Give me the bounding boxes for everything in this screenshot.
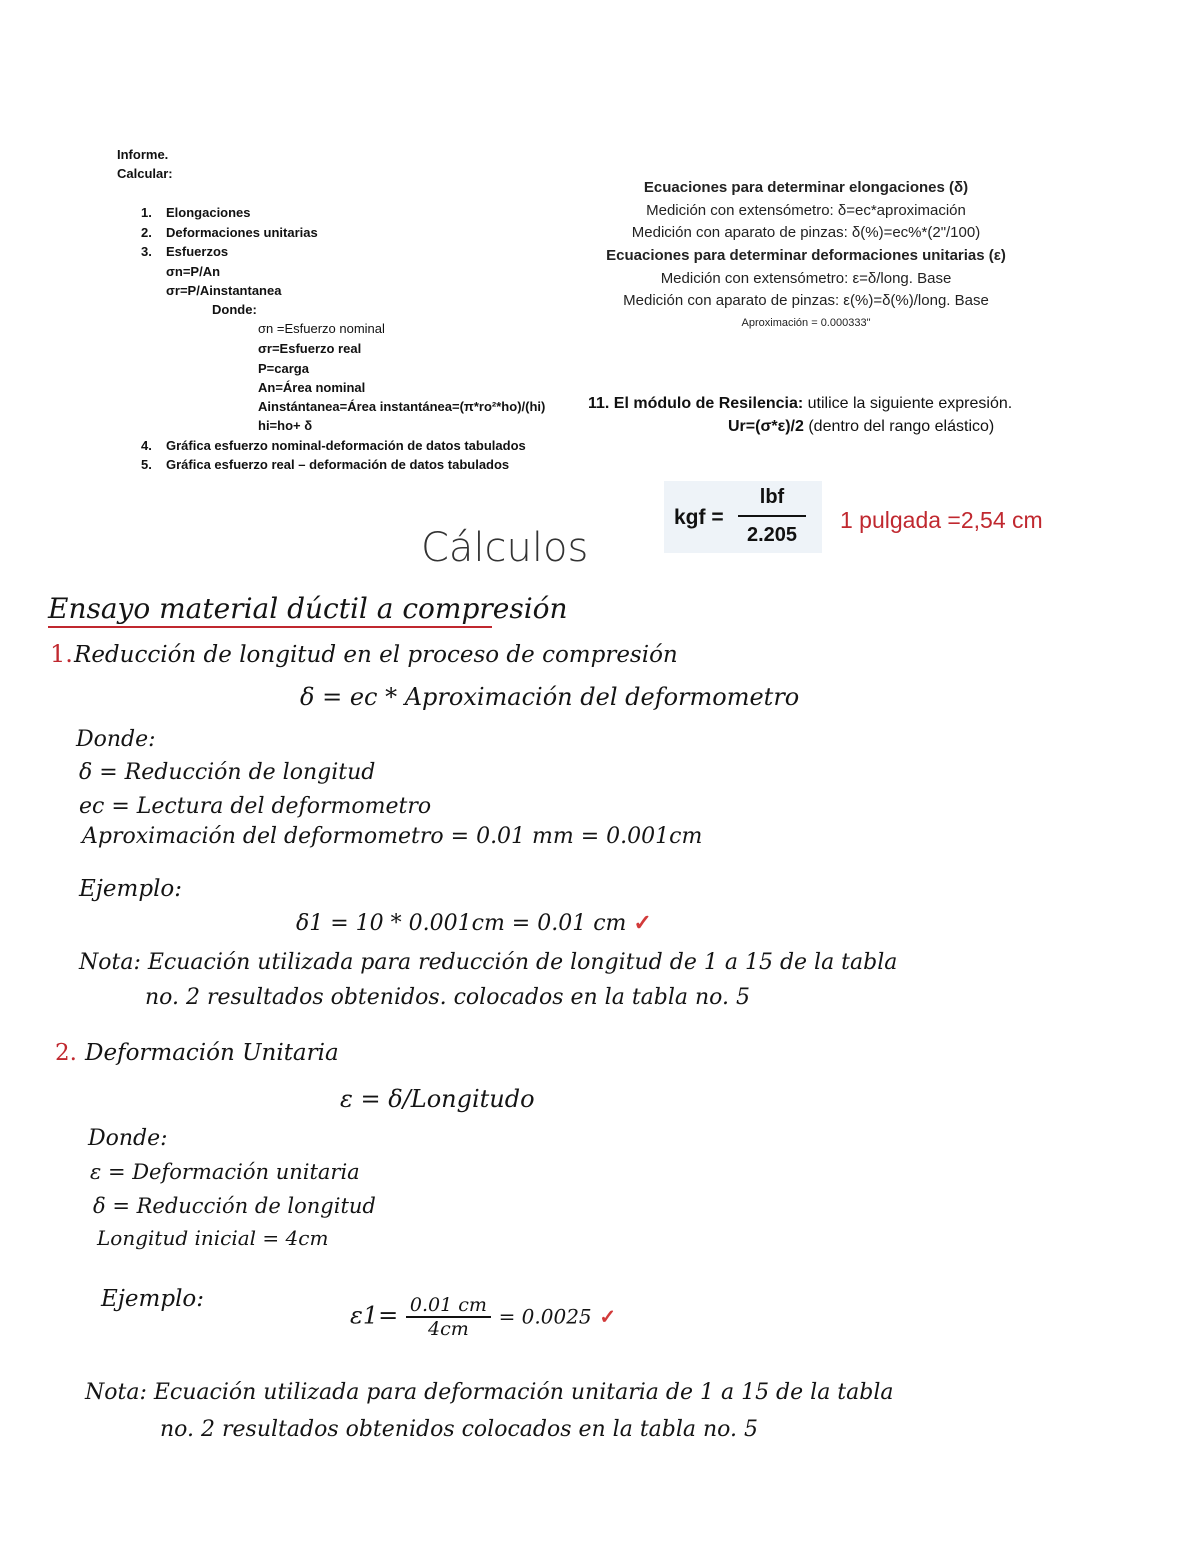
def-carga: P=carga xyxy=(258,361,309,376)
section-1-title: Reducción de longitud en el proceso de compresión xyxy=(74,642,678,668)
calcular-label: Calcular: xyxy=(117,166,173,181)
resilencia-formula: Ur=(σ*ε)/2 xyxy=(728,418,804,435)
section-1-def-delta: δ = Reducción de longitud xyxy=(79,760,376,785)
equations-elongation-title: Ecuaciones para determinar elongaciones (δ) xyxy=(643,179,969,196)
section-2-fraction xyxy=(406,1294,491,1340)
aproximacion-note: Aproximación = 0.000333" xyxy=(741,317,871,329)
list-number-5: 5. xyxy=(141,457,152,472)
formula-sigma-real: σr=P/Ainstantanea xyxy=(166,283,282,298)
pulgada-conversion: 1 pulgada =2,54 cm xyxy=(840,507,1043,533)
informe-label: Informe. xyxy=(117,147,169,162)
section-1-nota-line1: Nota: Ecuación utilizada para reducción de longitud de 1 a 15 de la tabla xyxy=(79,950,898,975)
kgf-label: kgf = xyxy=(674,506,724,529)
equation-pinzas-elongation: Medición con aparato de pinzas: δ(%)=ec%*(2"/100) xyxy=(631,224,981,241)
ensayo-heading: Ensayo material dúctil a compresión xyxy=(48,592,568,625)
section-1-ejemplo: Ejemplo: xyxy=(79,876,183,902)
donde-label: Donde: xyxy=(212,302,257,317)
list-item-grafica-real: Gráfica esfuerzo real – deformación de datos tabulados xyxy=(166,457,510,472)
list-number-2: 2. xyxy=(141,225,152,240)
section-2-formula: ε = δ/Longitudo xyxy=(340,1085,535,1113)
section-1-example-text: δ1 = 10 * 0.001cm = 0.01 cm xyxy=(296,911,627,936)
modulo-resilencia-heading: 11. El módulo de Resilencia: xyxy=(588,395,804,412)
def-sigma-real: σr=Esfuerzo real xyxy=(258,341,362,356)
equation-extensometer-strain: Medición con extensómetro: ε=δ/long. Base xyxy=(660,270,952,287)
modulo-resilencia-line xyxy=(588,395,1012,413)
section-2-fraction-denominator: 4cm xyxy=(428,1318,469,1340)
resilencia-range: (dentro del rango elástico) xyxy=(803,418,995,435)
list-item-elongaciones: Elongaciones xyxy=(166,205,251,220)
section-1-number: 1. xyxy=(50,640,73,668)
modulo-resilencia-text: utilice la siguiente expresión. xyxy=(803,395,1013,412)
list-item-grafica-nominal: Gráfica esfuerzo nominal-deformación de datos tabulados xyxy=(166,438,526,453)
def-area-nominal: An=Área nominal xyxy=(258,380,366,395)
section-2-donde: Donde: xyxy=(88,1126,168,1151)
section-2-fraction-numerator: 0.01 cm xyxy=(406,1294,491,1318)
list-number-4: 4. xyxy=(141,438,152,453)
section-2-def-delta: δ = Reducción de longitud xyxy=(93,1194,376,1218)
section-2-ejemplo: Ejemplo: xyxy=(101,1286,205,1312)
section-1-formula: δ = ec * Aproximación del deformometro xyxy=(300,683,800,711)
section-2-example xyxy=(350,1294,616,1340)
section-1-def-ec: ec = Lectura del deformometro xyxy=(79,794,432,819)
def-hi: hi=ho+ δ xyxy=(258,418,313,433)
section-2-nota-line2: no. 2 resultados obtenidos colocados en la tabla no. 5 xyxy=(160,1417,759,1442)
section-2-example-lhs: ε1= xyxy=(350,1301,399,1330)
checkmark-icon: ✓ xyxy=(633,910,652,936)
section-2-nota-line1: Nota: Ecuación utilizada para deformación unitaria de 1 a 15 de la tabla xyxy=(85,1380,894,1405)
kgf-denominator: 2.205 xyxy=(746,524,798,546)
section-1-donde: Donde: xyxy=(76,727,156,752)
section-1-nota-line2: no. 2 resultados obtenidos. colocados en la tabla no. 5 xyxy=(145,985,751,1010)
calculos-title: Cálculos xyxy=(421,525,589,571)
list-number-1: 1. xyxy=(141,205,152,220)
section-1-example xyxy=(296,910,652,936)
kgf-fraction-bar xyxy=(738,515,806,517)
equations-strain-title: Ecuaciones para determinar deformaciones unitarias (ε) xyxy=(606,247,1006,264)
list-item-esfuerzos: Esfuerzos xyxy=(166,244,229,259)
equation-extensometer-elongation: Medición con extensómetro: δ=ec*aproximación xyxy=(646,202,966,219)
section-2-def-longitud: Longitud inicial = 4cm xyxy=(97,1226,329,1250)
list-number-3: 3. xyxy=(141,244,152,259)
formula-sigma-nominal: σn=P/An xyxy=(166,264,221,279)
section-2-number: 2. xyxy=(55,1040,77,1066)
section-2-def-epsilon: ε = Deformación unitaria xyxy=(90,1160,360,1184)
checkmark-icon: ✓ xyxy=(599,1304,617,1329)
resilencia-formula-line xyxy=(728,418,994,436)
section-2-example-result: = 0.0025 xyxy=(498,1304,592,1329)
ensayo-underline xyxy=(48,626,492,628)
list-item-deformaciones: Deformaciones unitarias xyxy=(166,225,318,240)
kgf-numerator: lbf xyxy=(759,486,785,508)
section-1-def-aproximacion: Aproximación del deformometro = 0.01 mm = 0.001cm xyxy=(82,824,703,849)
section-2-title: Deformación Unitaria xyxy=(85,1040,339,1066)
def-area-instantanea: Ainstántanea=Área instantánea=(π*ro²*ho)/(hi) xyxy=(258,399,546,414)
equation-pinzas-strain: Medición con aparato de pinzas: ε(%)=δ(%)/long. Base xyxy=(623,292,989,309)
def-sigma-nominal: σn =Esfuerzo nominal xyxy=(258,321,385,336)
